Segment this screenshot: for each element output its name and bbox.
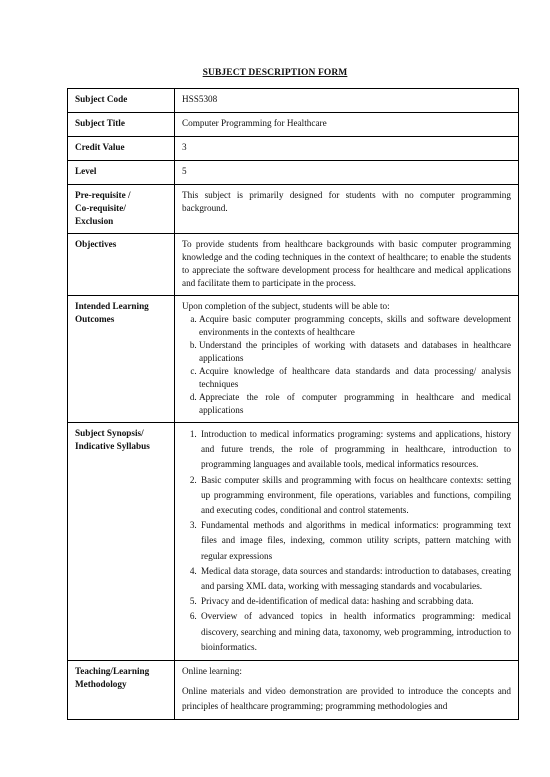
synopsis-row bbox=[68, 423, 519, 661]
synopsis-item: 3. Fundamental methods and algorithms in medical informatics: programming text files and image files, indexing, common utility scripts, pattern matching with regular expressions bbox=[199, 518, 511, 564]
subject-title-label: Subject Title bbox=[68, 113, 175, 137]
subject-description-table bbox=[67, 88, 519, 720]
outcomes-list bbox=[182, 313, 511, 417]
synopsis-item: 1. Introduction to medical informatics programing: systems and applications, history and future trends, the role of programming in healthcare, introduction to programming languages and available tools, medical informatics resources. bbox=[199, 427, 511, 473]
outcomes-label bbox=[68, 296, 175, 423]
credit-value-value: 3 bbox=[175, 137, 519, 161]
prerequisite-label-line3: Exclusion bbox=[75, 216, 114, 226]
outcomes-label-line2: Outcomes bbox=[75, 314, 115, 324]
methodology-label-line2: Methodology bbox=[75, 679, 127, 690]
methodology-paragraph: Online materials and video demonstration are provided to introduce the concepts and principles of healthcare programming; programming methodologies and bbox=[182, 686, 511, 712]
outcome-item: d. Appreciate the role of computer programming in healthcare and medical applications bbox=[199, 391, 511, 417]
prerequisite-row bbox=[68, 185, 519, 234]
outcome-item: a. Acquire basic computer programming concepts, skills and software development environments in the contexts of healthcare bbox=[199, 313, 511, 339]
synopsis-item: 6. Overview of advanced topics in health informatics programming: medical discovery, searching and mining data, taxonomy, web programming, introduction to bioinformatics. bbox=[199, 609, 511, 655]
synopsis-value bbox=[175, 423, 519, 661]
subject-title-row bbox=[68, 113, 519, 137]
outcomes-label-line1: Intended Learning bbox=[75, 301, 149, 311]
prerequisite-label bbox=[68, 185, 175, 234]
subject-title-value: Computer Programming for Healthcare bbox=[175, 113, 519, 137]
outcomes-row bbox=[68, 296, 519, 423]
objectives-row bbox=[68, 234, 519, 296]
outcome-item: c. Acquire knowledge of healthcare data standards and data processing/ analysis techniques bbox=[199, 365, 511, 391]
synopsis-label bbox=[68, 423, 175, 661]
synopsis-label-line1: Subject Synopsis/ bbox=[75, 428, 144, 438]
synopsis-item: 4. Medical data storage, data sources and standards: introduction to databases, creating and parsing XML data, working with messaging standards and vocabularies. bbox=[199, 564, 511, 594]
subject-code-label: Subject Code bbox=[68, 89, 175, 113]
methodology-label bbox=[68, 661, 175, 720]
methodology-row bbox=[68, 661, 519, 720]
methodology-intro: Online learning: bbox=[182, 666, 242, 677]
form-title: SUBJECT DESCRIPTION FORM bbox=[202, 68, 348, 78]
synopsis-item: 2. Basic computer skills and programming with focus on healthcare contexts: setting up programming environment, file operations, variables and functions, compiling and executing codes, conditional and control statements. bbox=[199, 473, 511, 519]
level-value: 5 bbox=[175, 161, 519, 185]
outcomes-intro: Upon completion of the subject, students will be able to: bbox=[182, 301, 390, 311]
level-label: Level bbox=[68, 161, 175, 185]
synopsis-list bbox=[182, 427, 511, 655]
outcome-item: b. Understand the principles of working with datasets and databases in healthcare applications bbox=[199, 339, 511, 365]
level-row bbox=[68, 161, 519, 185]
objectives-value: To provide students from healthcare backgrounds with basic computer programming knowledge and the coding techniques in the context of healthcare; to enable the students to appreciate the software development process for healthcare and medical applications and facilitate them to participate in the process. bbox=[175, 234, 519, 296]
outcomes-value bbox=[175, 296, 519, 423]
subject-code-value: HSS5308 bbox=[175, 89, 519, 113]
objectives-label: Objectives bbox=[68, 234, 175, 296]
credit-value-label: Credit Value bbox=[68, 137, 175, 161]
methodology-label-line1: Teaching/Learning bbox=[75, 666, 150, 677]
credit-value-row bbox=[68, 137, 519, 161]
synopsis-item: 5. Privacy and de-identification of medical data: hashing and scrabbing data. bbox=[199, 594, 511, 609]
methodology-value bbox=[175, 661, 519, 720]
prerequisite-label-line1: Pre-requisite / bbox=[75, 190, 131, 200]
subject-code-row bbox=[68, 89, 519, 113]
prerequisite-label-line2: Co-requisite/ bbox=[75, 203, 126, 213]
prerequisite-value: This subject is primarily designed for students with no computer programming background. bbox=[175, 185, 519, 234]
synopsis-label-line2: Indicative Syllabus bbox=[75, 441, 150, 451]
